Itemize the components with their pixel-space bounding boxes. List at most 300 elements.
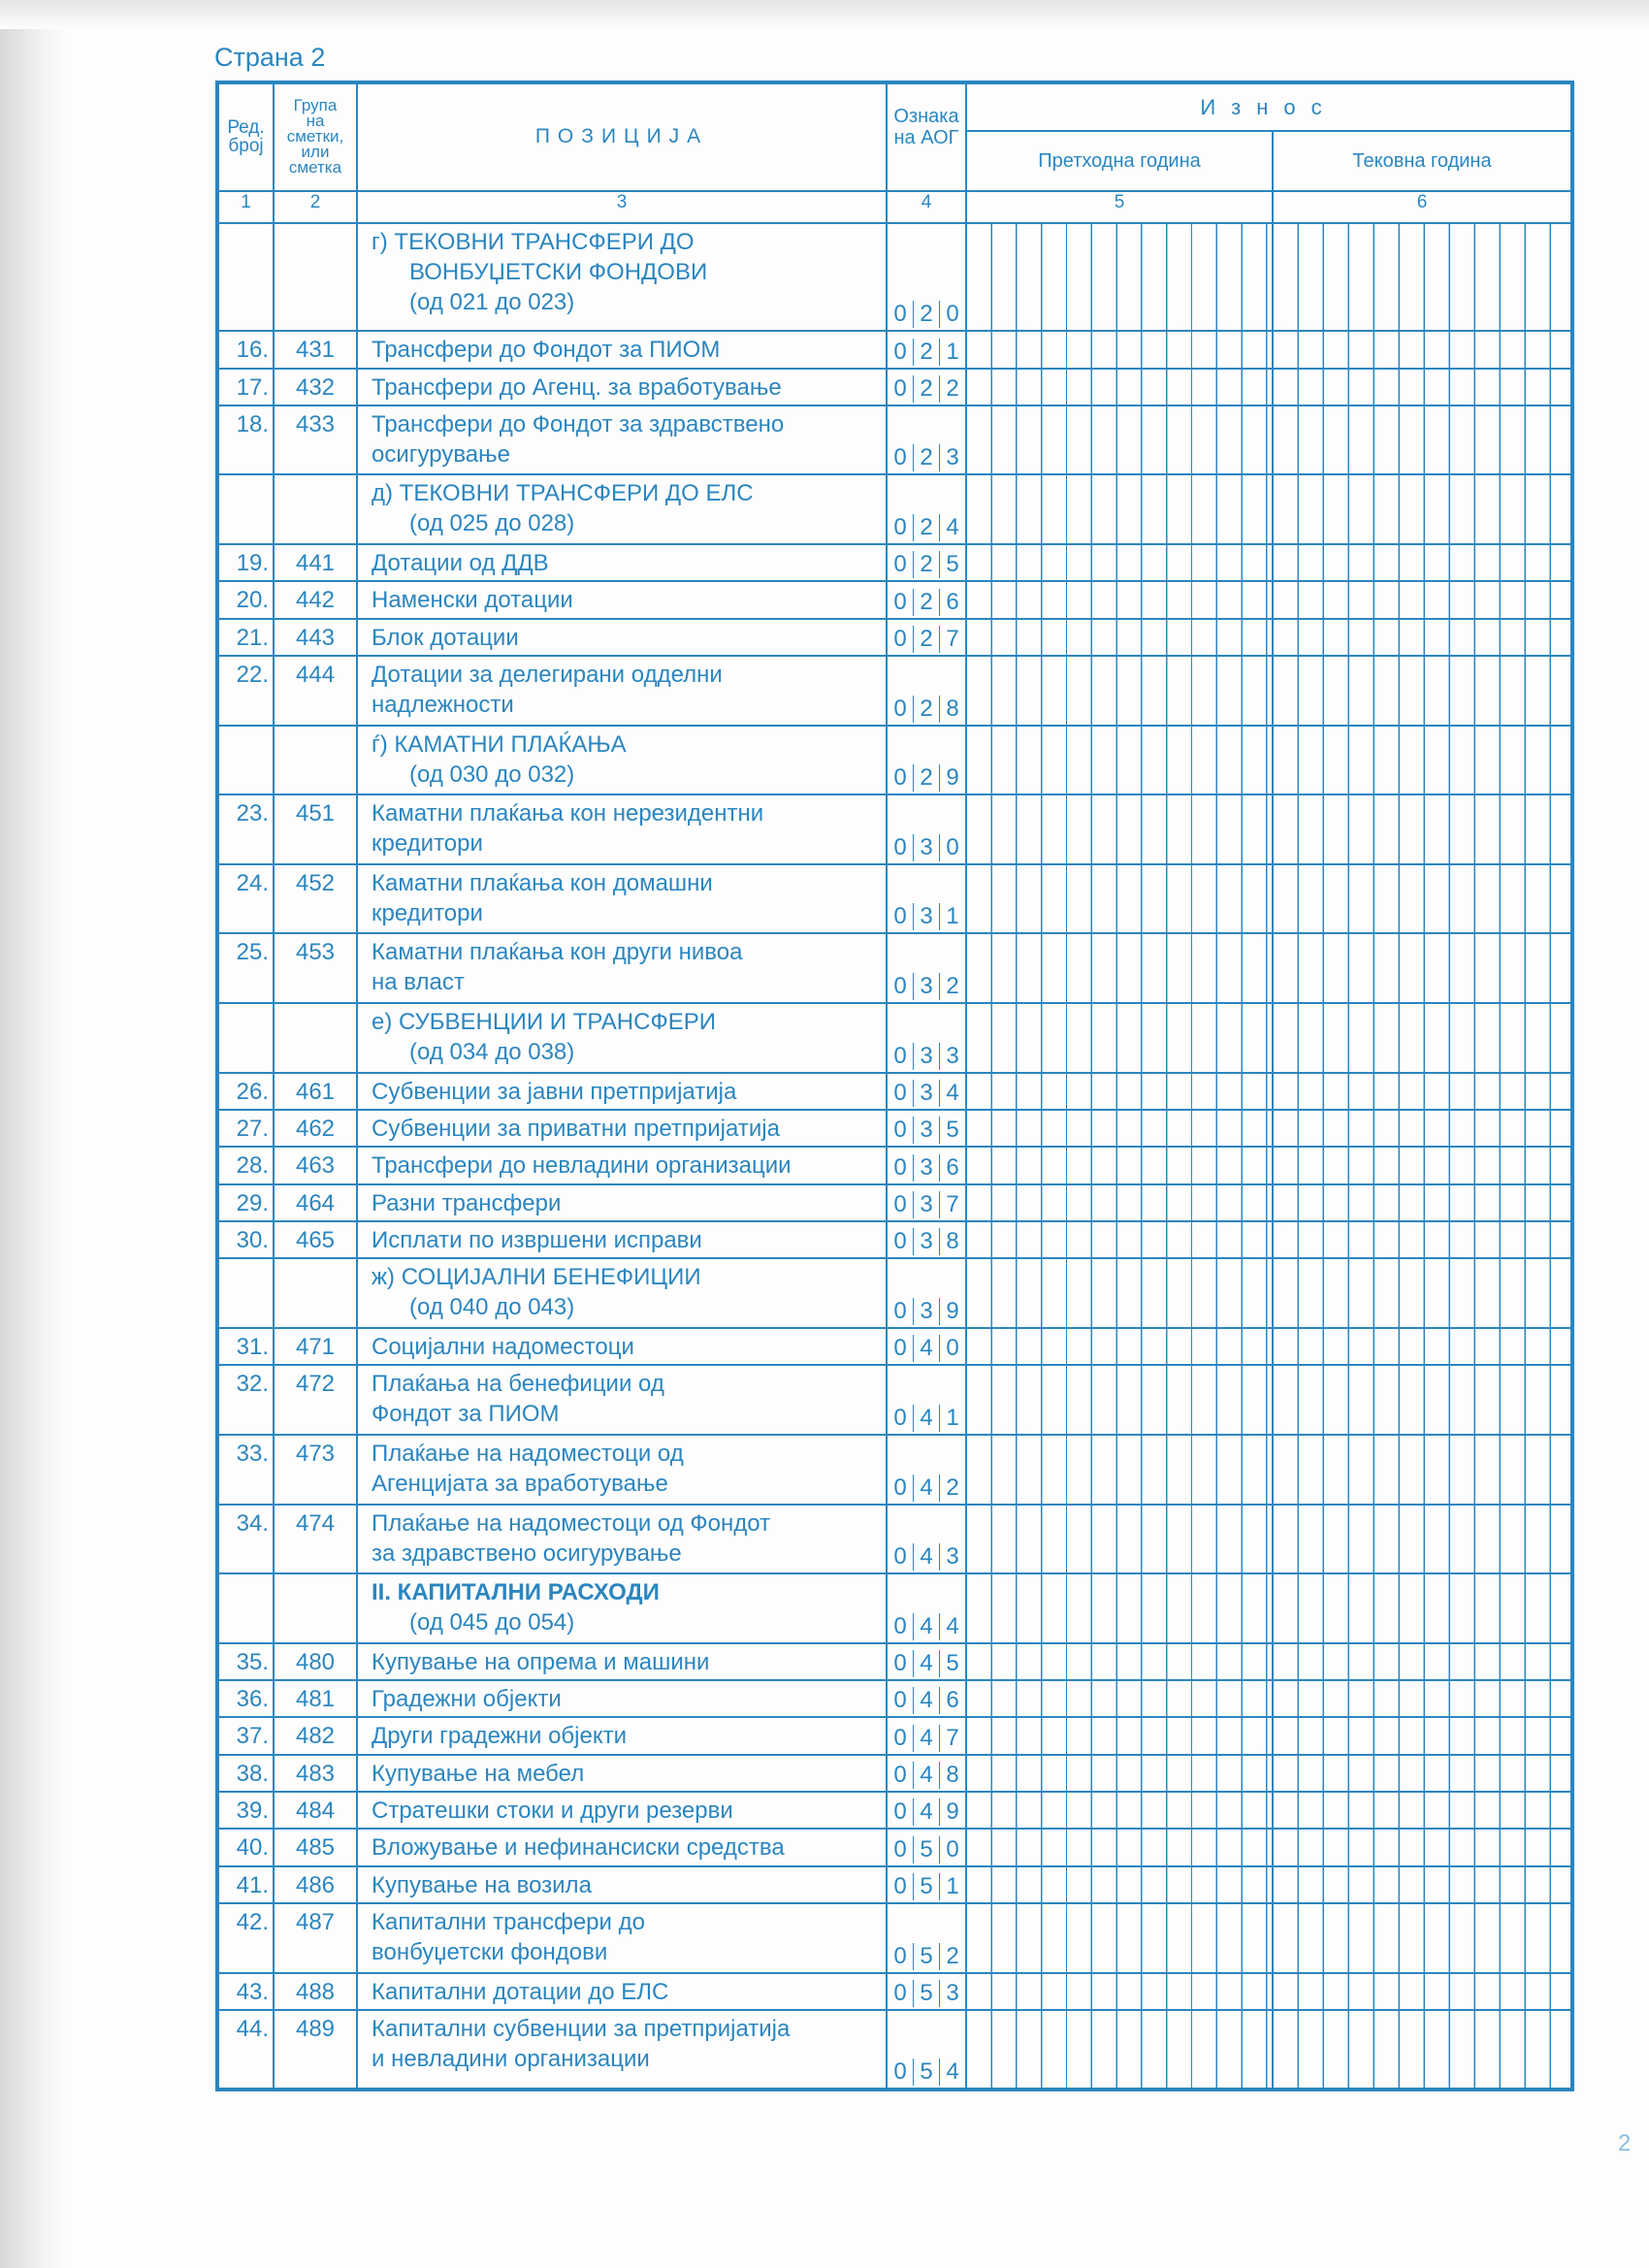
cur-year-amount-input[interactable] [1273,1147,1570,1183]
cur-year-amount-input[interactable] [1273,1573,1570,1643]
aog-code [887,1680,966,1717]
aog-digit: 0 [888,1335,914,1362]
table-row [219,1258,1570,1328]
prev-year-amount-input[interactable] [966,1717,1273,1754]
account-group: 482 [274,1717,357,1754]
cur-year-amount-input[interactable] [1273,1003,1570,1073]
prev-year-amount-input[interactable] [966,369,1273,405]
aog-digit: 0 [888,551,914,578]
aog-digit: 0 [888,1650,914,1677]
position-line: на власт [372,969,465,996]
account-group: 452 [274,864,357,934]
prev-year-amount-input[interactable] [966,1643,1273,1680]
row-number: 19. [219,544,274,581]
aog-digit-boxes [888,1833,965,1865]
aog-digit: 7 [946,1191,959,1218]
table-row [219,1221,1570,1258]
prev-year-amount-input[interactable] [966,1973,1273,2010]
aog-digit-boxes [888,1077,965,1109]
aog-digit: 1 [946,903,959,930]
row-number: 41. [219,1866,274,1903]
aog-digit: 3 [946,1543,959,1571]
table-row [219,1680,1570,1717]
cur-year-amount-input[interactable] [1273,794,1570,864]
aog-digit-boxes [888,1040,965,1072]
row-number [219,223,274,331]
col-number-6: 6 [1273,191,1570,223]
position-line: (од 030 до 032) [409,761,575,788]
aog-digit-boxes [888,761,965,794]
position-line: Исплати по извршени исправи [372,1227,702,1254]
cur-year-amount-input[interactable] [1273,1221,1570,1258]
aog-digit: 3 [914,834,940,861]
table-row [219,1717,1570,1754]
table-row [219,544,1570,581]
position-line: ж) СОЦИЈАЛНИ БЕНЕФИЦИИ [372,1264,701,1291]
cur-year-amount-input[interactable] [1273,1755,1570,1792]
aog-code [887,1866,966,1903]
aog-digit-boxes [888,900,965,932]
position-description [357,1792,887,1829]
scan-shadow-left [0,0,68,2268]
prev-year-amount-input[interactable] [966,581,1273,618]
row-number: 29. [219,1184,274,1221]
aog-digit: 8 [946,695,959,722]
aog-digit: 5 [914,1873,940,1900]
table-row [219,474,1570,544]
aog-code [887,1184,966,1221]
header-col2: Група на сметки, или сметка [274,84,357,191]
row-number: 27. [219,1110,274,1147]
aog-digit: 0 [888,1943,914,1970]
cur-year-amount-input[interactable] [1273,1903,1570,1973]
position-description [357,1903,887,1973]
aog-digit-boxes [888,1114,965,1146]
aog-code [887,1755,966,1792]
cur-year-amount-input[interactable] [1273,1973,1570,2010]
aog-digit: 3 [946,1042,959,1069]
cur-year-amount-input[interactable] [1273,369,1570,405]
account-group: 442 [274,581,357,618]
position-description [357,369,887,405]
prev-year-amount-input[interactable] [966,474,1273,544]
aog-digit: 0 [888,1191,914,1218]
row-number: 34. [219,1505,274,1574]
position-line: Стратешки стоки и други резерви [372,1798,733,1825]
aog-digit: 8 [946,1762,959,1789]
aog-digit: 0 [888,1298,914,1325]
prev-year-amount-input[interactable] [966,933,1273,1003]
prev-year-amount-input[interactable] [966,1829,1273,1865]
position-description [357,619,887,656]
position-description [357,1365,887,1435]
aog-digit-boxes [888,1870,965,1902]
table-row [219,1755,1570,1792]
header-aog: Ознака на АОГ [887,84,966,191]
aog-digit: 0 [888,339,914,366]
account-group: 474 [274,1505,357,1574]
prev-year-amount-input[interactable] [966,864,1273,934]
row-number: 26. [219,1073,274,1110]
aog-digit: 0 [888,1543,914,1571]
table-row [219,1643,1570,1680]
aog-digit: 0 [888,973,914,1000]
cur-year-amount-input[interactable] [1273,405,1570,475]
prev-year-amount-input[interactable] [966,1866,1273,1903]
prev-year-amount-input[interactable] [966,1258,1273,1328]
position-description [357,405,887,475]
aog-digit-boxes [888,1540,965,1572]
aog-code [887,726,966,795]
cur-year-amount-input[interactable] [1273,1680,1570,1717]
row-number: 23. [219,794,274,864]
prev-year-amount-input[interactable] [966,1505,1273,1574]
aog-digit: 4 [946,514,959,541]
aog-digit: 2 [914,339,940,366]
aog-digit: 4 [914,1613,940,1640]
aog-code [887,1435,966,1505]
row-number [219,1003,274,1073]
aog-digit: 2 [914,301,940,328]
expenditure-table [219,84,1570,2088]
aog-code [887,1829,966,1865]
row-number: 25. [219,933,274,1003]
cur-year-amount-input[interactable] [1273,1435,1570,1505]
position-description [357,223,887,331]
cur-year-amount-input[interactable] [1273,726,1570,795]
aog-code [887,1003,966,1073]
account-group: 461 [274,1073,357,1110]
row-number: 30. [219,1221,274,1258]
account-group: 432 [274,369,357,405]
aog-code [887,864,966,934]
position-line: Субвенции за јавни претпријатија [372,1078,737,1105]
account-group: 463 [274,1147,357,1183]
cur-year-amount-input[interactable] [1273,1365,1570,1435]
col-number-5: 5 [966,191,1273,223]
row-number: 17. [219,369,274,405]
position-description [357,1866,887,1903]
aog-digit-boxes [888,1796,965,1828]
aog-digit-boxes [888,511,965,543]
table-row [219,656,1570,726]
table-row [219,1073,1570,1110]
position-line: Субвенции за приватни претпријатија [372,1116,780,1143]
position-line: Трансфери до Фондот за здравствено [372,410,785,437]
row-number [219,1573,274,1643]
cur-year-amount-input[interactable] [1273,1110,1570,1147]
row-number: 31. [219,1328,274,1365]
cur-year-amount-input[interactable] [1273,544,1570,581]
aog-code [887,544,966,581]
row-number: 20. [219,581,274,618]
cur-year-amount-input[interactable] [1273,864,1570,934]
prev-year-amount-input[interactable] [966,1147,1273,1183]
cur-year-amount-input[interactable] [1273,2010,1570,2088]
prev-year-amount-input[interactable] [966,2010,1273,2088]
position-description [357,1755,887,1792]
account-group [274,474,357,544]
account-group: 443 [274,619,357,656]
aog-digit: 0 [888,834,914,861]
col-number-4: 4 [887,191,966,223]
position-line: Дотации од ДДВ [372,550,549,577]
aog-digit: 5 [914,2058,940,2086]
row-number: 18. [219,405,274,475]
cur-year-amount-input[interactable] [1273,1073,1570,1110]
aog-digit: 0 [888,626,914,653]
aog-code [887,581,966,618]
account-group: 453 [274,933,357,1003]
aog-code [887,1792,966,1829]
prev-year-amount-input[interactable] [966,1435,1273,1505]
prev-year-amount-input[interactable] [966,223,1273,331]
cur-year-amount-input[interactable] [1273,1866,1570,1903]
prev-year-amount-input[interactable] [966,1073,1273,1110]
cur-year-amount-input[interactable] [1273,1829,1570,1865]
aog-code [887,331,966,368]
row-number: 38. [219,1755,274,1792]
aog-digit-boxes [888,1647,965,1679]
aog-digit-boxes [888,1188,965,1220]
aog-code [887,933,966,1003]
aog-digit: 3 [914,1191,940,1218]
row-number: 39. [219,1792,274,1829]
row-number: 24. [219,864,274,934]
prev-year-amount-input[interactable] [966,1755,1273,1792]
position-description [357,1573,887,1643]
position-line: кредитори [372,830,483,858]
position-description [357,1110,887,1147]
aog-digit: 4 [946,1612,959,1639]
aog-digit: 9 [946,1798,959,1826]
aog-digit: 3 [914,1080,940,1107]
aog-digit-boxes [888,373,965,405]
position-line: Каматни плаќања кон други нивоа [372,939,743,966]
cur-year-amount-input[interactable] [1273,1328,1570,1365]
position-line: вонбуџетски фондови [372,1939,608,1966]
position-line: е) СУБВЕНЦИИ И ТРАНСФЕРИ [372,1009,716,1036]
prev-year-amount-input[interactable] [966,656,1273,726]
prev-year-amount-input[interactable] [966,1903,1273,1973]
aog-digit: 0 [888,1228,914,1255]
aog-digit-boxes [888,623,965,655]
column-number-row [219,191,1570,223]
prev-year-amount-input[interactable] [966,544,1273,581]
aog-code [887,619,966,656]
table-row [219,1184,1570,1221]
row-number: 22. [219,656,274,726]
scan-shadow-top [0,0,1649,29]
cur-year-amount-input[interactable] [1273,619,1570,656]
table-row [219,1973,1570,2010]
aog-digit-boxes [888,2056,965,2088]
aog-code [887,1903,966,1973]
position-line: Градежни објекти [372,1686,562,1713]
table-row [219,1792,1570,1829]
aog-digit: 0 [888,2058,914,2086]
prev-year-amount-input[interactable] [966,1221,1273,1258]
account-group: 431 [274,331,357,368]
table-row [219,1110,1570,1147]
position-line: д) ТЕКОВНИ ТРАНСФЕРИ ДО ЕЛС [372,480,754,507]
aog-digit: 6 [946,588,959,615]
cur-year-amount-input[interactable] [1273,581,1570,618]
table-row [219,726,1570,795]
aog-code [887,1365,966,1435]
position-line: Наменски дотации [372,587,573,614]
header-position: ПОЗИЦИЈА [357,84,887,191]
position-description [357,1328,887,1365]
aog-digit: 0 [888,1762,914,1789]
position-line: Трансфери до Агенц. за вработување [372,373,782,401]
account-group: 485 [274,1829,357,1865]
position-description [357,331,887,368]
aog-digit: 0 [888,1687,914,1714]
row-number: 35. [219,1643,274,1680]
account-group: 462 [274,1110,357,1147]
row-number: 16. [219,331,274,368]
aog-digit: 0 [888,1798,914,1826]
aog-digit: 6 [946,1687,959,1714]
cur-year-amount-input[interactable] [1273,1717,1570,1754]
cur-year-amount-input[interactable] [1273,1258,1570,1328]
aog-digit: 7 [946,626,959,653]
aog-digit: 3 [914,903,940,930]
position-line: Дотации за делегирани одделни [372,662,723,689]
position-description [357,1505,887,1574]
form-table-frame [215,81,1574,2091]
cur-year-amount-input[interactable] [1273,656,1570,726]
prev-year-amount-input[interactable] [966,619,1273,656]
row-number: 32. [219,1365,274,1435]
aog-digit: 3 [914,973,940,1000]
account-group [274,1573,357,1643]
aog-digit: 2 [914,551,940,578]
aog-code [887,1221,966,1258]
account-group: 484 [274,1792,357,1829]
col-number-3: 3 [357,191,887,223]
aog-digit: 3 [946,444,959,471]
prev-year-amount-input[interactable] [966,794,1273,864]
aog-digit: 2 [914,375,940,403]
cur-year-amount-input[interactable] [1273,933,1570,1003]
prev-year-amount-input[interactable] [966,1365,1273,1435]
prev-year-amount-input[interactable] [966,331,1273,368]
aog-digit-boxes [888,1402,965,1434]
position-line: надлежности [372,692,514,719]
position-description [357,581,887,618]
cur-year-amount-input[interactable] [1273,223,1570,331]
position-line: Разни трансфери [372,1189,562,1216]
position-line: Капитални дотации до ЕЛС [372,1978,669,2005]
position-line: Каматни плаќања кон домашни [372,869,713,896]
aog-code [887,369,966,405]
table-row [219,1435,1570,1505]
aog-digit: 3 [914,1043,940,1070]
prev-year-amount-input[interactable] [966,1792,1273,1829]
prev-year-amount-input[interactable] [966,1003,1273,1073]
prev-year-amount-input[interactable] [966,1184,1273,1221]
aog-digit-boxes [888,336,965,368]
position-description [357,1973,887,2010]
aog-digit: 2 [946,1942,959,1969]
aog-code [887,1328,966,1365]
position-line: Купување на опрема и машини [372,1648,710,1675]
cur-year-amount-input[interactable] [1273,474,1570,544]
table-row [219,619,1570,656]
col-number-2: 2 [274,191,357,223]
position-description [357,1258,887,1328]
position-line: Плаќање на надоместоци од Фондот [372,1509,771,1537]
prev-year-amount-input[interactable] [966,1110,1273,1147]
aog-digit: 0 [888,1613,914,1640]
aog-digit: 4 [914,1335,940,1362]
position-description [357,1003,887,1073]
aog-digit: 0 [888,444,914,471]
row-number [219,726,274,795]
aog-code [887,794,966,864]
header-amount: Износ [966,84,1570,131]
aog-digit: 0 [888,1154,914,1182]
prev-year-amount-input[interactable] [966,1573,1273,1643]
aog-digit: 3 [914,1154,940,1182]
aog-digit: 4 [914,1405,940,1432]
table-row [219,223,1570,331]
account-group: 483 [274,1755,357,1792]
aog-digit: 2 [914,626,940,653]
position-line: (од 040 до 043) [409,1294,575,1321]
aog-digit: 2 [946,973,959,1000]
aog-code [887,1258,966,1328]
row-number: 40. [219,1829,274,1865]
cur-year-amount-input[interactable] [1273,331,1570,368]
aog-digit: 0 [888,1725,914,1752]
aog-code [887,656,966,726]
position-line: Купување на возила [372,1871,592,1898]
aog-digit-boxes [888,1295,965,1327]
account-group: 441 [274,544,357,581]
aog-code [887,2010,966,2088]
account-group: 464 [274,1184,357,1221]
prev-year-amount-input[interactable] [966,1680,1273,1717]
aog-digit-boxes [888,1332,965,1364]
cur-year-amount-input[interactable] [1273,1792,1570,1829]
aog-digit: 0 [946,301,959,328]
position-line: за здравствено осигурување [372,1539,682,1567]
cur-year-amount-input[interactable] [1273,1505,1570,1574]
aog-code [887,1110,966,1147]
aog-digit: 0 [888,1873,914,1900]
position-line: Каматни плаќања кон нерезидентни [372,800,764,827]
aog-digit: 0 [888,1117,914,1144]
aog-digit: 2 [914,444,940,471]
position-line: Капитални субвенции за претпријатија [372,2015,791,2042]
account-group: 481 [274,1680,357,1717]
cur-year-amount-input[interactable] [1273,1643,1570,1680]
aog-code [887,1973,966,2010]
table-row [219,1903,1570,1973]
position-line: Социјални надоместоци [372,1333,634,1360]
account-group: 489 [274,2010,357,2088]
prev-year-amount-input[interactable] [966,405,1273,475]
prev-year-amount-input[interactable] [966,1328,1273,1365]
prev-year-amount-input[interactable] [966,726,1273,795]
aog-digit: 9 [946,1297,959,1324]
cur-year-amount-input[interactable] [1273,1184,1570,1221]
table-row [219,369,1570,405]
aog-digit: 2 [914,764,940,792]
